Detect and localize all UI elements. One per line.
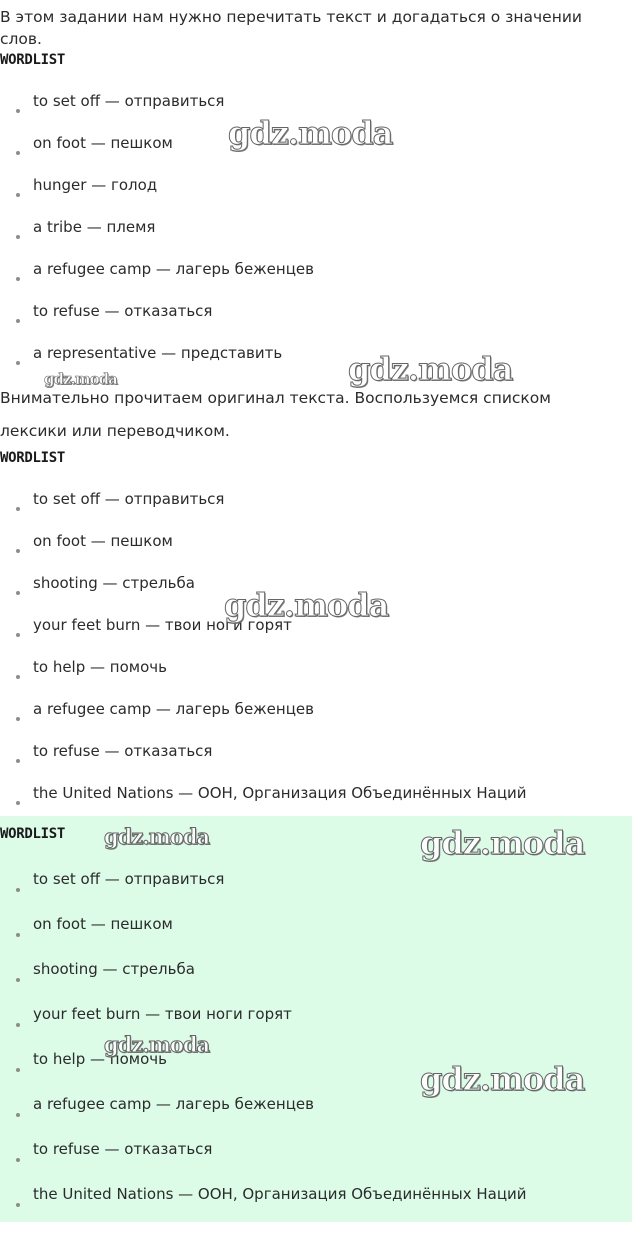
list-item: a refugee camp — лагерь беженцев (0, 258, 620, 300)
watermark-logo: gdz.moda (104, 1032, 210, 1057)
list-item: shooting — стрельба (0, 957, 620, 1002)
list-item: to refuse — отказаться (0, 300, 620, 342)
highlighted-wordlist-box (0, 816, 632, 1222)
list-item: on foot — пешком (0, 530, 620, 572)
watermark-logo: gdz.moda (420, 824, 585, 862)
list-item: on foot — пешком (0, 132, 620, 174)
list-item: to set off — отправиться (0, 90, 620, 132)
watermark-logo: gdz.moda (44, 370, 117, 388)
watermark-logo: gdz.moda (420, 1060, 585, 1098)
wordlist-3 (0, 867, 620, 1227)
wordlist-heading-2: WORDLIST (0, 450, 66, 466)
list-item: the United Nations — ООН, Организация Объединённых Наций (0, 1182, 620, 1227)
list-item: hunger — голод (0, 174, 620, 216)
list-item: to refuse — отказаться (0, 1137, 620, 1182)
wordlist-heading-3: WORDLIST (0, 826, 66, 842)
list-item: a tribe — племя (0, 216, 620, 258)
list-item: to set off — отправиться (0, 867, 620, 912)
wordlist-2 (0, 488, 620, 824)
watermark-logo: gdz.moda (104, 824, 210, 849)
list-item: your feet burn — твои ноги горят (0, 614, 620, 656)
watermark-logo: gdz.moda (224, 586, 389, 624)
list-item: on foot — пешком (0, 912, 620, 957)
list-item: a refugee camp — лагерь беженцев (0, 698, 620, 740)
list-item: to set off — отправиться (0, 488, 620, 530)
watermark-logo: gdz.moda (228, 114, 393, 152)
watermark-logo: gdz.moda (348, 350, 513, 388)
list-item: your feet burn — твои ноги горят (0, 1002, 620, 1047)
list-item: a representative — представить (0, 342, 620, 384)
wordlist-1 (0, 90, 620, 384)
list-item: the United Nations — ООН, Организация Объединённых Наций (0, 782, 620, 824)
list-item: to help — помочь (0, 656, 620, 698)
wordlist-heading-1: WORDLIST (0, 52, 66, 68)
intro-text: В этом задании нам нужно перечитать текст и догадаться о значении слов. (0, 8, 582, 48)
instruction-paragraph: Внимательно прочитаем оригинал текста. Воспользуемся списком лексики или переводчиком. (0, 389, 551, 440)
list-item: shooting — стрельба (0, 572, 620, 614)
list-item: a refugee camp — лагерь беженцев (0, 1092, 620, 1137)
list-item: to help — помочь (0, 1047, 620, 1092)
list-item: to refuse — отказаться (0, 740, 620, 782)
